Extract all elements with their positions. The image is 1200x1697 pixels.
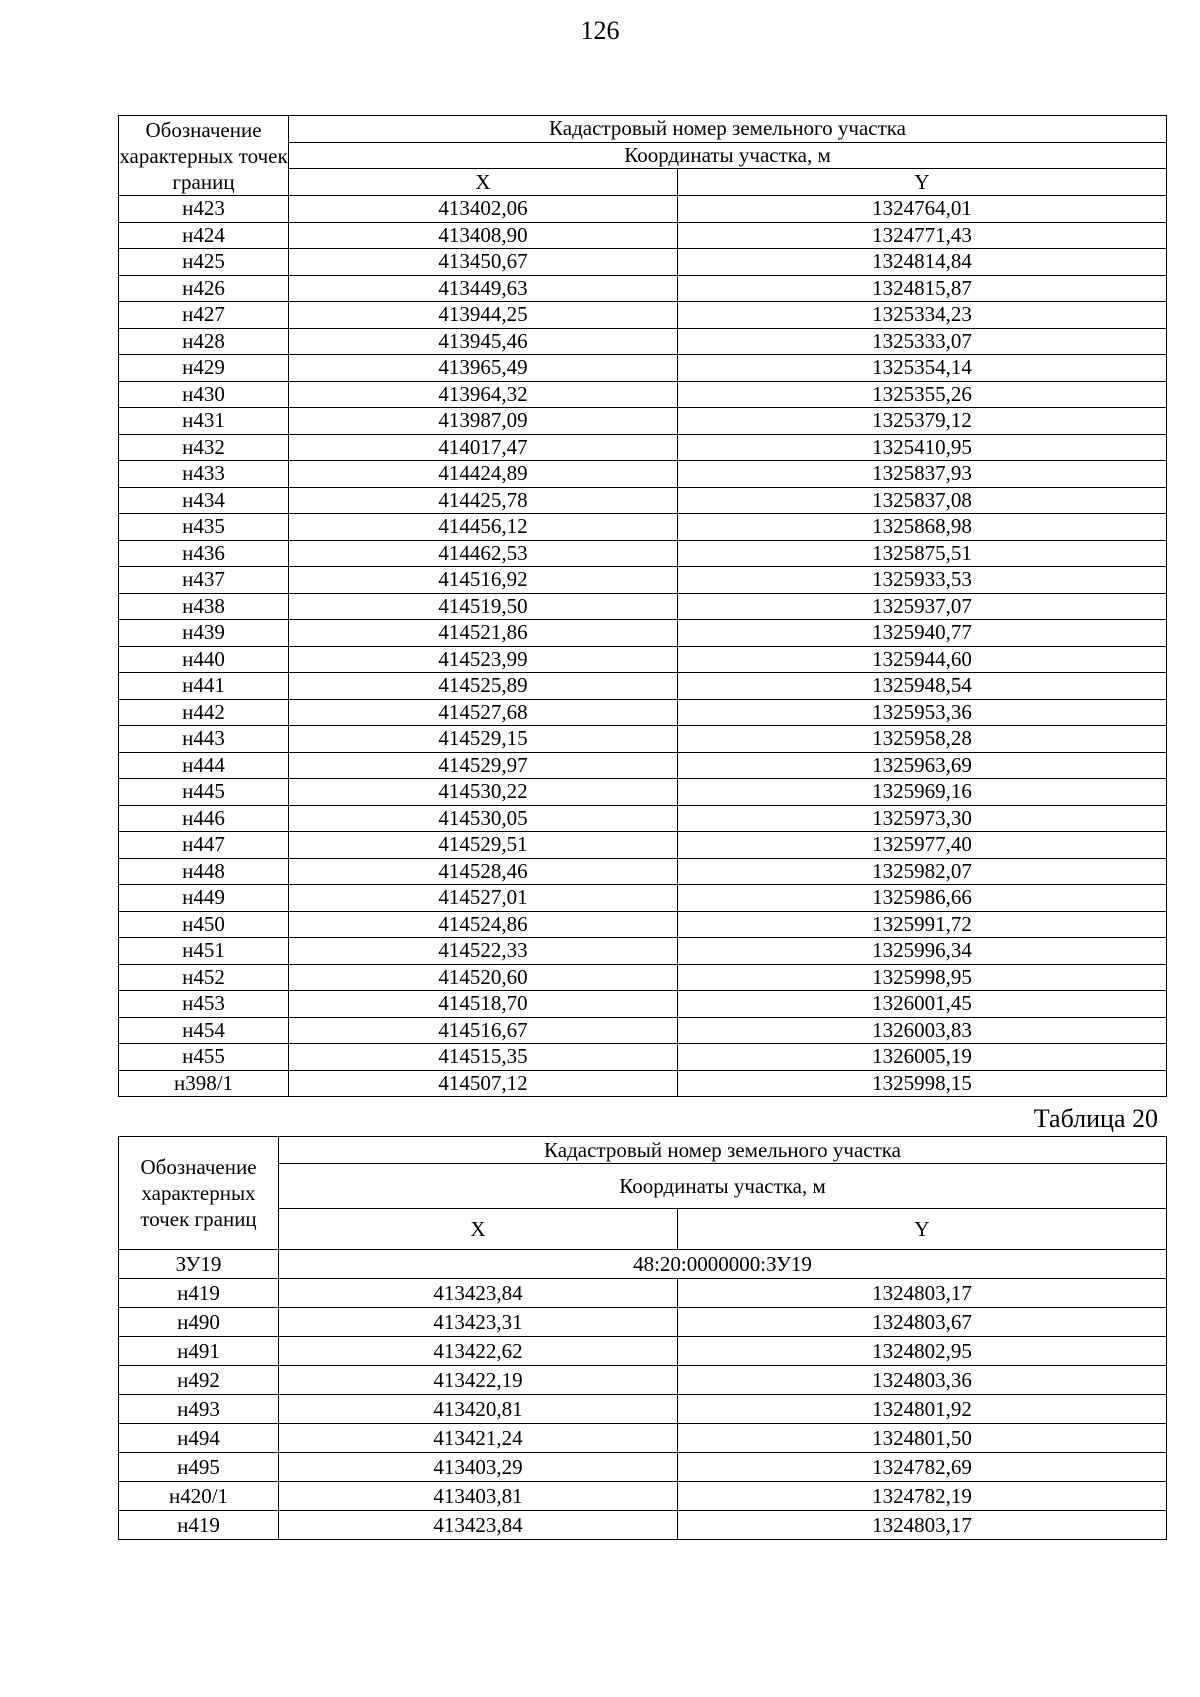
table-row bbox=[119, 832, 1167, 859]
header-cadastral-title: Кадастровый номер земельного участка bbox=[289, 116, 1167, 143]
table-row bbox=[119, 1279, 1167, 1308]
table-row bbox=[119, 381, 1167, 408]
table-row bbox=[119, 885, 1167, 912]
x-cell: 413422,19 bbox=[279, 1366, 678, 1395]
point-cell: н424 bbox=[119, 222, 289, 249]
x-cell: 414017,47 bbox=[289, 434, 678, 461]
table-row bbox=[119, 1482, 1167, 1511]
x-cell: 413944,25 bbox=[289, 302, 678, 329]
y-cell: 1326005,19 bbox=[678, 1044, 1167, 1071]
header-y: Y bbox=[678, 1209, 1167, 1250]
y-cell: 1325837,08 bbox=[678, 487, 1167, 514]
table-row bbox=[119, 752, 1167, 779]
table-caption: Таблица 20 bbox=[1033, 1104, 1158, 1133]
header-cadastral-title: Кадастровый номер земельного участка bbox=[279, 1137, 1167, 1164]
table-row bbox=[119, 487, 1167, 514]
x-cell: 414456,12 bbox=[289, 514, 678, 541]
y-cell: 1325958,28 bbox=[678, 726, 1167, 753]
y-cell: 1325963,69 bbox=[678, 752, 1167, 779]
y-cell: 1325379,12 bbox=[678, 408, 1167, 435]
table-row bbox=[119, 434, 1167, 461]
x-cell: 413423,84 bbox=[279, 1279, 678, 1308]
point-cell: н439 bbox=[119, 620, 289, 647]
x-cell: 414521,86 bbox=[289, 620, 678, 647]
y-cell: 1325973,30 bbox=[678, 805, 1167, 832]
header-coordinates: Координаты участка, м bbox=[289, 142, 1167, 169]
y-cell: 1324771,43 bbox=[678, 222, 1167, 249]
point-cell: н398/1 bbox=[119, 1070, 289, 1097]
point-cell: н494 bbox=[119, 1424, 279, 1453]
parcel-cadastral-number: 48:20:0000000:ЗУ19 bbox=[279, 1250, 1167, 1279]
x-cell: 414462,53 bbox=[289, 540, 678, 567]
point-cell: н450 bbox=[119, 911, 289, 938]
y-cell: 1325355,26 bbox=[678, 381, 1167, 408]
header-y: Y bbox=[678, 169, 1167, 196]
x-cell: 413423,84 bbox=[279, 1511, 678, 1540]
table-row bbox=[119, 620, 1167, 647]
x-cell: 414516,67 bbox=[289, 1017, 678, 1044]
table-row bbox=[119, 1070, 1167, 1097]
x-cell: 414520,60 bbox=[289, 964, 678, 991]
point-cell: н419 bbox=[119, 1279, 279, 1308]
point-cell: н495 bbox=[119, 1453, 279, 1482]
point-cell: н491 bbox=[119, 1337, 279, 1366]
table-row bbox=[119, 1308, 1167, 1337]
point-cell: н441 bbox=[119, 673, 289, 700]
y-cell: 1325996,34 bbox=[678, 938, 1167, 965]
y-cell: 1325998,15 bbox=[678, 1070, 1167, 1097]
point-cell: н492 bbox=[119, 1366, 279, 1395]
x-cell: 414529,97 bbox=[289, 752, 678, 779]
point-cell: н493 bbox=[119, 1395, 279, 1424]
table-row bbox=[119, 222, 1167, 249]
point-cell: н452 bbox=[119, 964, 289, 991]
y-cell: 1324814,84 bbox=[678, 249, 1167, 276]
x-cell: 413421,24 bbox=[279, 1424, 678, 1453]
x-cell: 413449,63 bbox=[289, 275, 678, 302]
point-cell: н423 bbox=[119, 196, 289, 223]
x-cell: 414519,50 bbox=[289, 593, 678, 620]
coordinates-table-2 bbox=[118, 1136, 1167, 1540]
point-cell: н433 bbox=[119, 461, 289, 488]
point-cell: н445 bbox=[119, 779, 289, 806]
table-row bbox=[119, 1395, 1167, 1424]
x-cell: 414527,68 bbox=[289, 699, 678, 726]
y-cell: 1325969,16 bbox=[678, 779, 1167, 806]
x-cell: 413965,49 bbox=[289, 355, 678, 382]
parcel-row bbox=[119, 1250, 1167, 1279]
table-row bbox=[119, 355, 1167, 382]
table-row bbox=[119, 858, 1167, 885]
table-row bbox=[119, 938, 1167, 965]
table-row bbox=[119, 699, 1167, 726]
point-cell: н427 bbox=[119, 302, 289, 329]
y-cell: 1324803,17 bbox=[678, 1511, 1167, 1540]
x-cell: 414525,89 bbox=[289, 673, 678, 700]
table-row bbox=[119, 1044, 1167, 1071]
point-cell: н420/1 bbox=[119, 1482, 279, 1511]
table-row bbox=[119, 196, 1167, 223]
x-cell: 414528,46 bbox=[289, 858, 678, 885]
header-coordinates: Координаты участка, м bbox=[279, 1164, 1167, 1209]
parcel-id: ЗУ19 bbox=[119, 1250, 279, 1279]
table-row bbox=[119, 1366, 1167, 1395]
table-row bbox=[119, 328, 1167, 355]
y-cell: 1325334,23 bbox=[678, 302, 1167, 329]
x-cell: 413423,31 bbox=[279, 1308, 678, 1337]
table-row bbox=[119, 1424, 1167, 1453]
x-cell: 414527,01 bbox=[289, 885, 678, 912]
y-cell: 1325875,51 bbox=[678, 540, 1167, 567]
point-cell: н449 bbox=[119, 885, 289, 912]
point-cell: н455 bbox=[119, 1044, 289, 1071]
table-row bbox=[119, 779, 1167, 806]
point-cell: н425 bbox=[119, 249, 289, 276]
point-cell: н454 bbox=[119, 1017, 289, 1044]
y-cell: 1325977,40 bbox=[678, 832, 1167, 859]
table-row bbox=[119, 726, 1167, 753]
y-cell: 1325354,14 bbox=[678, 355, 1167, 382]
y-cell: 1324782,69 bbox=[678, 1453, 1167, 1482]
y-cell: 1324803,67 bbox=[678, 1308, 1167, 1337]
x-cell: 414523,99 bbox=[289, 646, 678, 673]
table-row bbox=[119, 461, 1167, 488]
table-row bbox=[119, 911, 1167, 938]
x-cell: 413945,46 bbox=[289, 328, 678, 355]
x-cell: 414522,33 bbox=[289, 938, 678, 965]
x-cell: 414516,92 bbox=[289, 567, 678, 594]
point-cell: н490 bbox=[119, 1308, 279, 1337]
y-cell: 1325937,07 bbox=[678, 593, 1167, 620]
table-row bbox=[119, 408, 1167, 435]
y-cell: 1326003,83 bbox=[678, 1017, 1167, 1044]
point-cell: н443 bbox=[119, 726, 289, 753]
y-cell: 1324764,01 bbox=[678, 196, 1167, 223]
point-cell: н436 bbox=[119, 540, 289, 567]
y-cell: 1325944,60 bbox=[678, 646, 1167, 673]
y-cell: 1325948,54 bbox=[678, 673, 1167, 700]
point-cell: н426 bbox=[119, 275, 289, 302]
point-cell: н419 bbox=[119, 1511, 279, 1540]
point-cell: н451 bbox=[119, 938, 289, 965]
point-cell: н444 bbox=[119, 752, 289, 779]
y-cell: 1325953,36 bbox=[678, 699, 1167, 726]
header-point-label: Обозначение характерных точек границ bbox=[119, 1137, 279, 1250]
table-row bbox=[119, 593, 1167, 620]
table-row bbox=[119, 1017, 1167, 1044]
table-row bbox=[119, 275, 1167, 302]
header-x: X bbox=[289, 169, 678, 196]
table-row bbox=[119, 540, 1167, 567]
table-row bbox=[119, 1511, 1167, 1540]
y-cell: 1324815,87 bbox=[678, 275, 1167, 302]
point-cell: н442 bbox=[119, 699, 289, 726]
point-cell: н447 bbox=[119, 832, 289, 859]
y-cell: 1325410,95 bbox=[678, 434, 1167, 461]
x-cell: 413964,32 bbox=[289, 381, 678, 408]
y-cell: 1325333,07 bbox=[678, 328, 1167, 355]
table-row bbox=[119, 302, 1167, 329]
y-cell: 1325991,72 bbox=[678, 911, 1167, 938]
y-cell: 1324782,19 bbox=[678, 1482, 1167, 1511]
point-cell: н429 bbox=[119, 355, 289, 382]
x-cell: 414529,15 bbox=[289, 726, 678, 753]
x-cell: 414530,05 bbox=[289, 805, 678, 832]
point-cell: н437 bbox=[119, 567, 289, 594]
y-cell: 1324803,36 bbox=[678, 1366, 1167, 1395]
y-cell: 1325986,66 bbox=[678, 885, 1167, 912]
x-cell: 413422,62 bbox=[279, 1337, 678, 1366]
y-cell: 1324803,17 bbox=[678, 1279, 1167, 1308]
coordinates-table-1 bbox=[118, 115, 1167, 1097]
table-row bbox=[119, 249, 1167, 276]
x-cell: 414524,86 bbox=[289, 911, 678, 938]
x-cell: 413403,29 bbox=[279, 1453, 678, 1482]
y-cell: 1325837,93 bbox=[678, 461, 1167, 488]
page-number: 126 bbox=[580, 16, 620, 45]
x-cell: 414529,51 bbox=[289, 832, 678, 859]
x-cell: 413987,09 bbox=[289, 408, 678, 435]
point-cell: н453 bbox=[119, 991, 289, 1018]
y-cell: 1325933,53 bbox=[678, 567, 1167, 594]
table-row bbox=[119, 1453, 1167, 1482]
point-cell: н428 bbox=[119, 328, 289, 355]
table-row bbox=[119, 805, 1167, 832]
x-cell: 413408,90 bbox=[289, 222, 678, 249]
x-cell: 414507,12 bbox=[289, 1070, 678, 1097]
x-cell: 414424,89 bbox=[289, 461, 678, 488]
point-cell: н430 bbox=[119, 381, 289, 408]
table-row bbox=[119, 991, 1167, 1018]
header-x: X bbox=[279, 1209, 678, 1250]
x-cell: 413450,67 bbox=[289, 249, 678, 276]
point-cell: н438 bbox=[119, 593, 289, 620]
x-cell: 413420,81 bbox=[279, 1395, 678, 1424]
x-cell: 414515,35 bbox=[289, 1044, 678, 1071]
table-row bbox=[119, 514, 1167, 541]
y-cell: 1325982,07 bbox=[678, 858, 1167, 885]
x-cell: 414518,70 bbox=[289, 991, 678, 1018]
point-cell: н434 bbox=[119, 487, 289, 514]
y-cell: 1324802,95 bbox=[678, 1337, 1167, 1366]
point-cell: н432 bbox=[119, 434, 289, 461]
y-cell: 1325998,95 bbox=[678, 964, 1167, 991]
x-cell: 413402,06 bbox=[289, 196, 678, 223]
point-cell: н446 bbox=[119, 805, 289, 832]
y-cell: 1325868,98 bbox=[678, 514, 1167, 541]
point-cell: н440 bbox=[119, 646, 289, 673]
x-cell: 414530,22 bbox=[289, 779, 678, 806]
table-row bbox=[119, 964, 1167, 991]
table-row bbox=[119, 567, 1167, 594]
header-point-label: Обозначение характерных точек границ bbox=[119, 116, 289, 196]
x-cell: 414425,78 bbox=[289, 487, 678, 514]
point-cell: н448 bbox=[119, 858, 289, 885]
table-row bbox=[119, 646, 1167, 673]
point-cell: н435 bbox=[119, 514, 289, 541]
y-cell: 1324801,50 bbox=[678, 1424, 1167, 1453]
x-cell: 413403,81 bbox=[279, 1482, 678, 1511]
table-row bbox=[119, 673, 1167, 700]
point-cell: н431 bbox=[119, 408, 289, 435]
y-cell: 1324801,92 bbox=[678, 1395, 1167, 1424]
y-cell: 1325940,77 bbox=[678, 620, 1167, 647]
y-cell: 1326001,45 bbox=[678, 991, 1167, 1018]
table-row bbox=[119, 1337, 1167, 1366]
